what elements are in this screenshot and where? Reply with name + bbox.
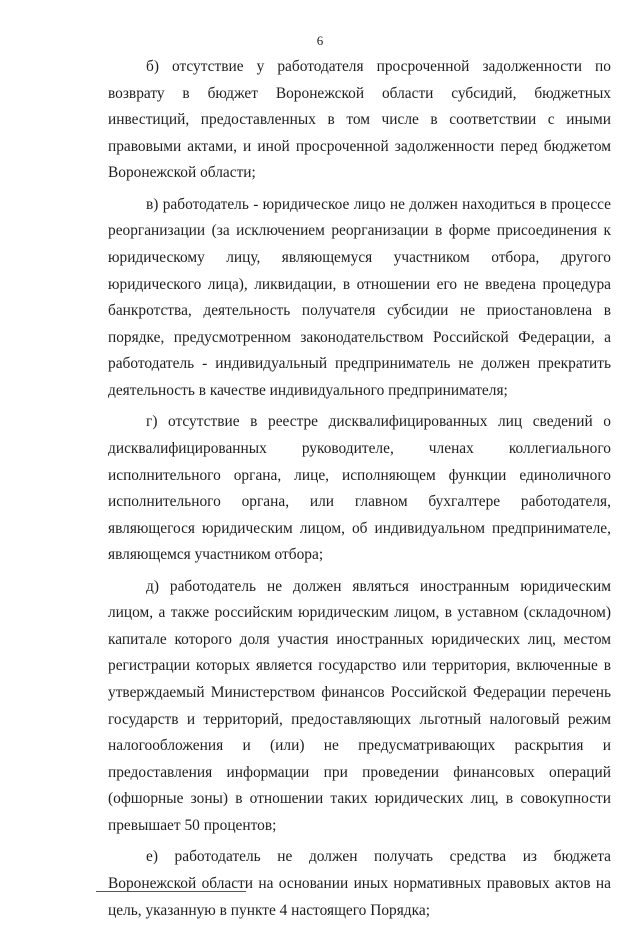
page-number: 6 xyxy=(316,33,324,48)
paragraph-b: б) отсутствие у работодателя просроченной задолженности по возврату в бюджет Воронежской области субсидий, бюджетных инвестиций, предоставленных в том числе в соответствии с иными правовыми актами, и иной просроченной задолженности перед бюджетом Воронежской области; xyxy=(108,58,611,182)
document-body xyxy=(108,54,611,929)
paragraph-v: в) работодатель - юридическое лицо не должен находиться в процессе реорганизации (за исключением реорганизации в форме присоединения к юридическому лицу, являющемуся участником отбора, другого юридического лица), ликвидации, в отношении его не введена процедура банкротства, деятельность получателя субсидии не приостановлена в порядке, предусмотренном законодательством Российской Федерации, а работодатель - индивидуальный предприниматель не должен прекратить деятельность в качестве индивидуального предпринимателя; xyxy=(108,195,611,399)
footer-rule xyxy=(96,891,246,892)
paragraph-d: д) работодатель не должен являться иностранным юридическим лицом, а также российским юридическим лицом, в уставном (складочном) капитале которого доля участия иностранных юридических лиц, местом регистрации которых является государство или территория, включенные в утверждаемый Министерством финансов Российской Федерации перечень государств и территорий, предоставляющих льготный налоговый режим налогообложения и (или) не предусматривающих раскрытия и предоставления информации при проведении финансовых операций (офшорные зоны) в отношении таких юридических лиц, в совокупности превышает 50 процентов; xyxy=(108,577,611,835)
paragraph-e: е) работодатель не должен получать средства из бюджета Воронежской области на основании иных нормативных правовых актов на цель, указанную в пункте 4 настоящего Порядка; xyxy=(108,848,611,919)
paragraph-g: г) отсутствие в реестре дисквалифицированных лиц сведений о дисквалифицированных руководителе, членах коллегиального исполнительного органа, лице, исполняющем функции единоличного исполнительного органа, или главном бухгалтере работодателя, являющегося юридическим лицом, об индивидуальном предпринимателе, являющемся участником отбора; xyxy=(108,413,611,564)
